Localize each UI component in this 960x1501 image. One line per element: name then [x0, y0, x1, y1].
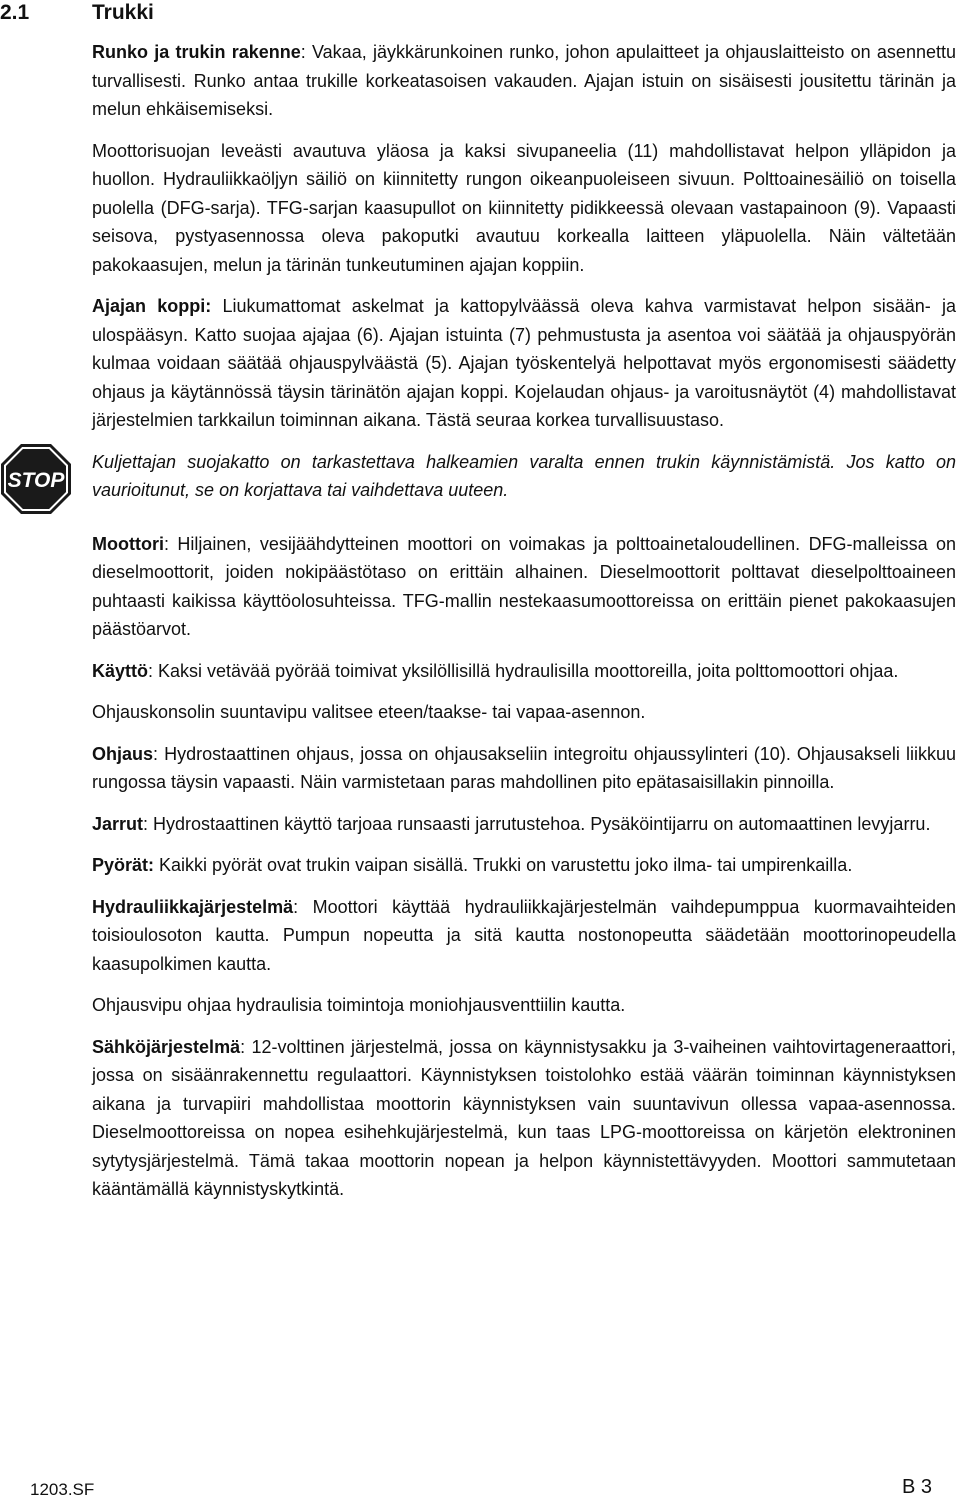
paragraph-pyorat	[92, 851, 956, 880]
paragraph-term: Runko ja trukin rakenne	[92, 42, 301, 62]
stop-sign-icon	[0, 443, 72, 515]
paragraph-text: : Kaksi vetävää pyörää toimivat yksilöllisillä hydraulisilla moottoreilla, joita polttomoottori ohjaa.	[148, 660, 899, 681]
paragraph-term: Ajajan koppi:	[92, 296, 212, 316]
paragraph-text: : Moottori käyttää hydrauliikkajärjestelmän vaihdepumppua kuormavaihteiden toisioulosoton kautta. Pumpun nopeutta ja sitä kautta nostonopeutta säädetään moottorinopeudella kaasupolkimen kautta.	[92, 896, 956, 974]
stop-sign-label: STOP	[7, 468, 65, 492]
paragraph-text: Moottorisuojan leveästi avautuva yläosa ja kaksi sivupaneelia (11) mahdollistavat helpon ylläpidon ja huollon. Hydrauliikkaöljyn säiliö on kiinnitetty rungon oikeanpuoleiseen sivuun. Polttoainesäiliö on toisella puolella (DFG-sarja). TFG-sarjan kaasupullot on kiinnitetty pidikkeessä olevaan vastapainoon (9). Vapaasti seisova, pystyasennossa oleva pakoputki avautuu korkealla laitteen yläpuolella. Näin vältetään pakokaasujen, melun ja tärinän tunkeutuminen ajajan koppiin.	[92, 140, 956, 275]
paragraph-text: Liukumattomat askelmat ja kattopylväässä oleva kahva varmistavat helpon sisään- ja ulospääsyn. Katto suojaa ajajaa (6). Ajajan istuinta (7) pehmustusta ja asentoa voi säätää ja ohjauspyörän kulmaa voidaan säätää ohjauspylväästä (5). Ajajan työskentelyä helpottavat myös ergonomisesti säädetty ohjaus ja käytännössä täysin tärinätön ajajan koppi. Kojelaudan ohjaus- ja varoitusnäytöt (4) mahdollistavat järjestelmien tarkkailun toiminnan aikana. Tästä seuraa korkea turvallisuustaso.	[92, 296, 956, 430]
warning-text: Kuljettajan suojakatto on tarkastettava halkeamien varalta ennen trukin käynnistämistä. Jos katto on vaurioitunut, se on korjattava tai vaihdettava uuteen.	[92, 451, 956, 500]
paragraph-text: Ohjauskonsolin suuntavipu valitsee eteen/taakse- tai vapaa-asennon.	[92, 702, 646, 722]
section-number: 2.1	[0, 1, 30, 24]
document-body	[7, 38, 956, 1217]
paragraph-term: Hydrauliikkajärjestelmä	[92, 896, 294, 917]
paragraph-text: : 12-volttinen järjestelmä, jossa on käynnistysakku ja 3-vaiheinen vaihtovirtageneraattori, jossa on sisäänrakennettu regulaattori. Käynnistyksen toistolohko estää väärän toiminnan käynnistyksen aikana ja turvapiiri mahdollistaa moottorin käynnistyksen vain suuntavivun ollessa vapaa-asennossa. Dieselmoottoreissa on nopea esihehkujärjestelmä, kun taas LPG-moottoreissa on kärjetön elektroninen sytytysjärjestelmä. Tämä takaa moottorin nopean ja helpon käynnistettävyyden. Moottori sammutetaan kääntämällä käynnistyskytkintä.	[92, 1036, 956, 1199]
paragraph-suuntavipu	[92, 698, 956, 727]
paragraph-runko	[92, 38, 956, 124]
paragraph-term: Ohjaus	[92, 743, 154, 764]
section-title: Trukki	[92, 1, 154, 24]
paragraph-ohjaus	[92, 740, 956, 797]
footer-page-number: B 3	[901, 1476, 932, 1498]
paragraph-term: Sähköjärjestelmä	[92, 1036, 241, 1057]
paragraph-text: : Hydrostaattinen käyttö tarjoaa runsaasti jarrutustehoa. Pysäköintijarru on automaattinen levyjarru.	[143, 813, 931, 834]
paragraph-text: : Vakaa, jäykkärunkoinen runko, johon apulaitteet ja ohjauslaitteisto on asennettu turvallisesti. Runko antaa trukille korkeatasoisen vakauden. Ajajan istuin on sisäisesti jousitettu tärinän ja melun ehkäisemiseksi.	[92, 42, 956, 119]
paragraph-text: : Hiljainen, vesijäähdytteinen moottori on voimakas ja polttoainetaloudellinen. DFG-malleissa on dieselmoottorit, joiden nokipäästötaso on erittäin alhainen. Dieselmoottorit polttavat dieselpolttoaineen puhtaasti kaikissa käyttöolosuhteissa. TFG-mallin nestekaasumoottoreissa on erittäin pienet pakokaasujen päästöarvot.	[92, 533, 956, 639]
section-heading	[0, 0, 154, 26]
footer-doc-code: 1203.SF	[30, 1480, 95, 1499]
paragraph-term: Jarrut	[92, 813, 144, 834]
warning-note	[7, 448, 956, 505]
paragraph-moottori	[92, 530, 956, 644]
paragraph-moottorisuoja	[92, 137, 956, 280]
paragraph-hydrauliikka	[92, 893, 956, 979]
paragraph-term: Moottori	[92, 533, 164, 554]
paragraph-text: : Hydrostaattinen ohjaus, jossa on ohjausakseliin integroitu ohjaussylinteri (10). Ohjausakseli liikkuu rungossa täysin vapaasti. Näin varmistetaan paras mahdollinen pito epätasaisillakin pinnoilla.	[92, 743, 956, 792]
paragraph-jarrut	[92, 810, 956, 839]
paragraph-sahkojarjestelma	[92, 1033, 956, 1204]
paragraph-term: Käyttö	[92, 660, 149, 681]
paragraph-text: Ohjausvipu ohjaa hydraulisia toimintoja moniohjausventtiilin kautta.	[92, 995, 626, 1015]
paragraph-ajajan-koppi	[92, 292, 956, 435]
paragraph-term: Pyörät:	[92, 855, 155, 875]
paragraph-text: Kaikki pyörät ovat trukin vaipan sisällä. Trukki on varustettu joko ilma- tai umpirenkailla.	[154, 855, 853, 875]
paragraph-ohjausvipu	[92, 991, 956, 1020]
paragraph-kaytto	[92, 657, 956, 686]
